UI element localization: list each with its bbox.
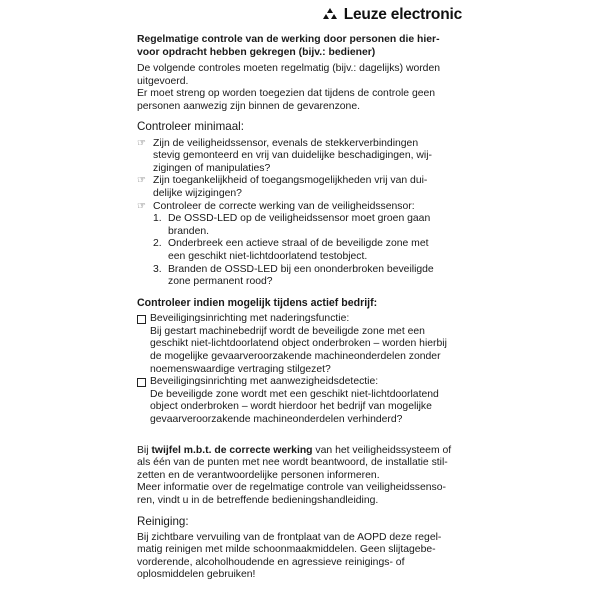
numbered-item: 3. Branden de OSSD-LED bij een ononderbroken beveiligde zone permanent rood? <box>153 263 434 288</box>
numbered-item: 2. Onderbreek een actieve straal of de beveiligde zone met een geschikt niet-lichtdoorlatend testobject. <box>153 238 429 262</box>
minimal-check-heading: Controleer minimaal: <box>137 119 244 133</box>
header-logo <box>322 6 462 24</box>
section-heading: Regelmatige controle van de werking door personen die hier- voor opdracht hebben gekregen (bijv.: bediener) <box>137 34 440 58</box>
leuze-logo-icon <box>322 8 338 22</box>
checkbox-item: Beveiligingsinrichting met naderingsfunctie: Bij gestart machinebedrijf wordt de beveiligde zone met een geschikt niet-lichtdoorlatend object onderbroken – worden hierbij de mogelijke gevaarveroorzakende machineonderdelen zonder noemenswaardige vertraging stilgezet? <box>137 313 465 376</box>
active-operation-heading: Controleer indien mogelijk tijdens actief bedrijf: <box>137 296 378 309</box>
list-item: ☞ Zijn de veiligheidssensor, evenals de stekkerverbindingen stevig gemonteerd en vrij van duidelijke beschadigingen, wij- zigingen of manipulaties? <box>137 137 432 174</box>
list-item: ☞ Zijn toegankelijkheid of toegangsmogelijkheden vrij van dui- delijke wijzigingen? <box>137 175 428 199</box>
cleaning-heading: Reiniging: <box>137 514 189 528</box>
brand-name: Leuze electronic <box>343 6 462 23</box>
checkbox-square-icon <box>137 315 146 324</box>
pointing-hand-icon: ☞ <box>137 175 146 187</box>
doubt-paragraph: Bij twijfel m.b.t. de correcte werking van het veiligheidssysteem of als één van de punten met nee wordt beantwoord, de installatie stil- zetten en de verantwoordelijke personen informeren. Meer informatie over de regelmatige controle van veiligheidssenso- ren, vindt u in de betreffende bedieningshandleiding. <box>137 444 452 506</box>
document-body <box>137 34 465 582</box>
checkbox-item: Beveiligingsinrichting met aanwezigheidsdetectie: De beveiligde zone wordt met een geschikt niet-lichtdoorlatend object onderbroken – wordt hierdoor het bedrijf van mogelijke gevaarveroorzakende machineonderdelen verhinderd? <box>137 376 465 426</box>
numbered-item: 1. De OSSD-LED op de veiligheidssensor moet groen gaan branden. <box>153 213 431 237</box>
pointing-hand-icon: ☞ <box>137 200 146 212</box>
checkbox-square-icon <box>137 378 146 387</box>
pointing-hand-icon: ☞ <box>137 137 146 149</box>
intro-paragraph: De volgende controles moeten regelmatig (bijv.: dagelijks) worden uitgevoerd. Er moet streng op worden toegezien dat tijdens de controle geen personen aanwezig zijn binnen de gevarenzone. <box>137 63 441 112</box>
cleaning-paragraph: Bij zichtbare vervuiling van de frontplaat van de AOPD deze regel- matig reinigen met milde schoonmaakmiddelen. Geen slijtagebe- vorderende, alcoholhoudende en agressieve reinigings- of oplosmiddelen gebruiken! <box>137 531 442 581</box>
list-item: ☞ Controleer de correcte werking van de veiligheidssensor: <box>137 200 415 212</box>
